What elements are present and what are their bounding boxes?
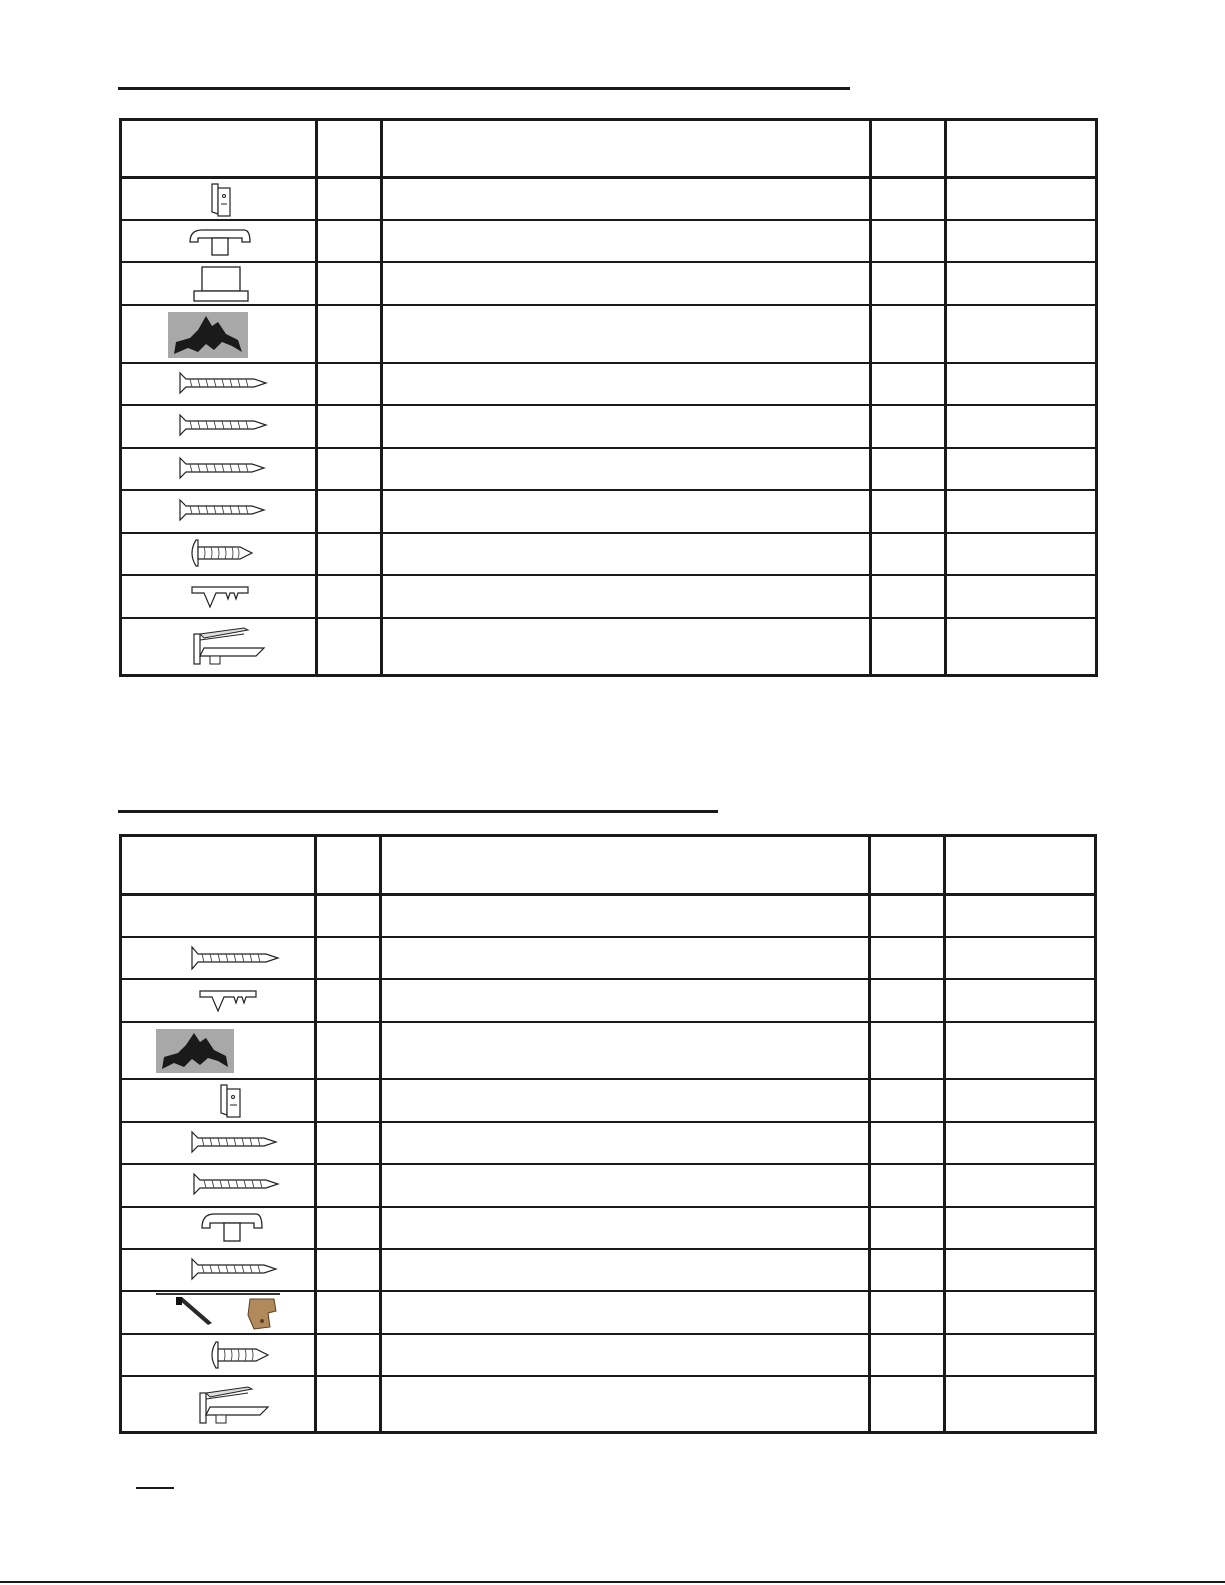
column-divider <box>944 121 947 674</box>
parts-table-2 <box>119 834 1097 1434</box>
row-separator <box>122 1163 1094 1165</box>
row-separator <box>122 489 1095 491</box>
column-divider <box>943 837 946 1431</box>
countersunk-screw-icon <box>188 1130 278 1154</box>
parts-table-1 <box>119 118 1098 677</box>
row-separator <box>122 362 1095 364</box>
row-separator <box>122 1021 1094 1023</box>
drawer-slide-icon <box>196 1385 272 1429</box>
row-separator <box>122 1206 1094 1208</box>
column-divider <box>869 121 872 674</box>
row-separator <box>122 1248 1094 1250</box>
page-bottom-border <box>0 1581 1225 1583</box>
row-separator <box>122 936 1094 938</box>
row-separator <box>122 1290 1094 1292</box>
v-clip-icon <box>190 585 250 609</box>
countersunk-screw-icon <box>188 945 280 971</box>
row-separator <box>122 1333 1094 1335</box>
column-divider <box>314 837 317 1431</box>
column-divider <box>868 837 871 1431</box>
header-separator <box>122 176 1095 179</box>
countersunk-screw-icon <box>188 1257 278 1281</box>
pan-head-screw-icon <box>186 538 256 568</box>
countersunk-screw-icon <box>176 498 266 522</box>
countersunk-screw-icon <box>176 413 268 437</box>
row-separator <box>122 978 1094 980</box>
door-edge-bracket-icon <box>210 182 232 218</box>
rubber-seal-photo-icon <box>168 312 248 358</box>
countersunk-screw-icon <box>176 456 266 480</box>
row-separator <box>122 261 1095 263</box>
column-divider <box>379 837 382 1431</box>
rubber-seal-photo-icon <box>156 1029 234 1073</box>
section-2-title-rule <box>118 810 718 813</box>
t-cap-connector-icon <box>188 226 252 258</box>
row-separator <box>122 447 1095 449</box>
row-separator <box>122 1375 1094 1377</box>
spacer-block-icon <box>192 265 250 303</box>
section-1-title-rule <box>118 87 850 90</box>
row-separator <box>122 404 1095 406</box>
column-divider <box>380 121 383 674</box>
row-separator <box>122 574 1095 576</box>
row-separator <box>122 1121 1094 1123</box>
column-divider <box>315 121 318 674</box>
t-cap-connector-icon <box>200 1210 264 1244</box>
door-edge-bracket-icon <box>219 1083 243 1119</box>
countersunk-screw-icon <box>190 1172 280 1196</box>
handle-and-hinge-icon <box>156 1293 280 1333</box>
row-separator <box>122 617 1095 619</box>
row-separator <box>122 219 1095 221</box>
v-clip-icon <box>198 989 258 1013</box>
pan-head-screw-icon <box>206 1340 270 1370</box>
header-separator <box>122 893 1094 896</box>
page-number-rule <box>136 1487 174 1489</box>
drawer-slide-icon <box>190 626 270 670</box>
countersunk-screw-icon <box>176 371 268 395</box>
row-separator <box>122 304 1095 306</box>
row-separator <box>122 1078 1094 1080</box>
row-separator <box>122 532 1095 534</box>
